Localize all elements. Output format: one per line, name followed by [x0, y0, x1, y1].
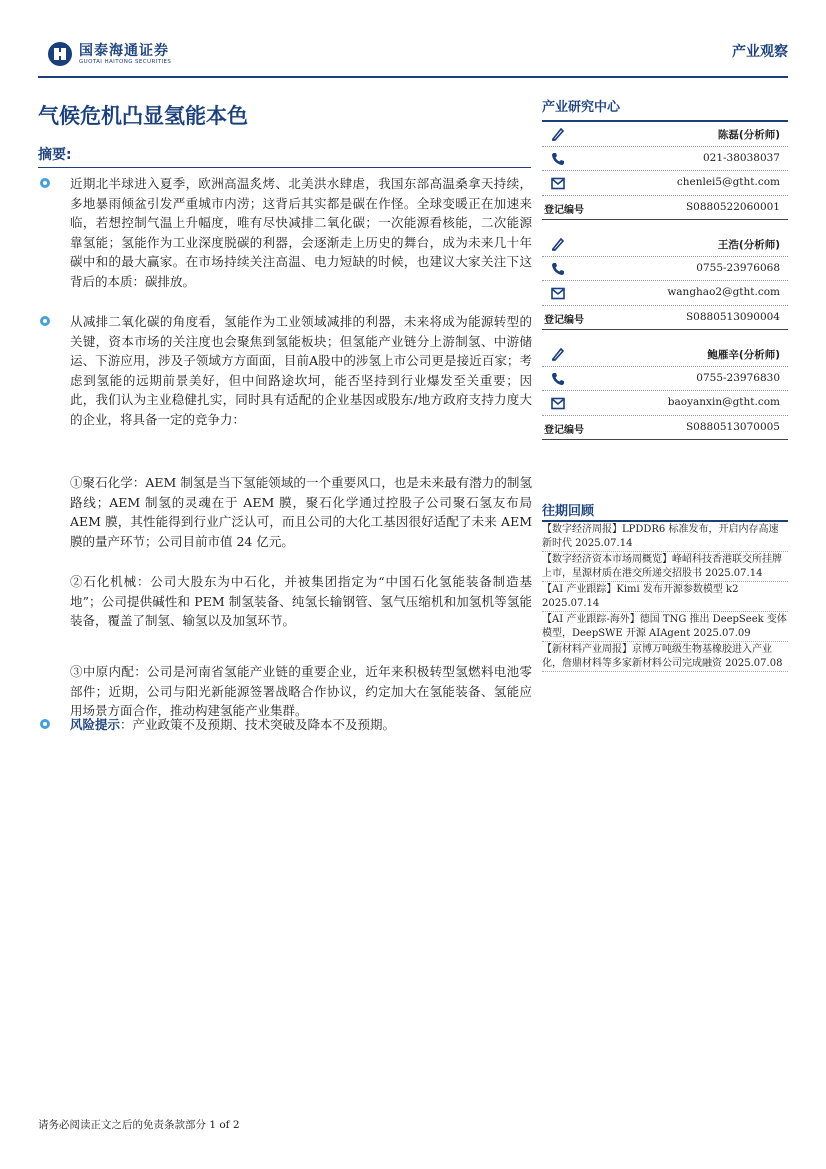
pen-icon: [550, 346, 566, 362]
page-footer: 请务必阅读正文之后的免责条款部分 1 of 2: [38, 1119, 240, 1131]
registration-number: S0880513090004: [685, 310, 780, 323]
past-reports-title: 往期回顾: [542, 500, 788, 522]
header-divider: [38, 76, 788, 78]
abstract-paragraph-1: 近期北半球进入夏季，欧洲高温炙烤、北美洪水肆虐，我国东部高温桑拿天持续，多地暴雨倾盆引发严重城市内涝；这背后其实都是碳在作怪。全球变暖正在加速来临，若想控制气温上升幅度，唯有尽快减排二氧化碳；一次能源看核能，二次能源靠氢能；氢能作为工业深度脱碳的利器，会逐渐走上历史的舞台，成为未来几十年碳中和的最大赢家。在市场持续关注高温、电力短缺的时候，也建议大家关注下这背后的本质：碳排放。: [70, 176, 532, 289]
past-report-link[interactable]: 【数字经济资本市场周概览】峰岹科技香港联交所挂牌上市，星源材质在港交所递交招股书 2025.07.14: [542, 552, 788, 582]
analyst-email: wanghao2@gtht.com: [667, 286, 780, 298]
company-paragraph-3: ③中原内配：公司是河南省氢能产业链的重要企业，近年来积极转型氢燃料电池零部件；近期，公司与阳光新能源签署战略合作协议，约定加大在氢能装备、氢能应用场景方面合作，推动构建氢能产业集群。: [70, 664, 532, 718]
past-report-link[interactable]: 【新材料产业周报】京博万吨级生物基橡胶进入产业化，詹鼎材料等多家新材料公司完成融资 2025.07.08: [542, 642, 788, 672]
logo-name-en: GUOTAI HAITONG SECURITIES: [79, 58, 172, 65]
page-header: [0, 0, 826, 78]
risk-text: ：产业政策不及预期、技术突破及降本不及预期。: [120, 717, 396, 732]
bullet-icon: [40, 719, 50, 729]
research-center-title: 产业研究中心: [542, 96, 788, 122]
abstract-label: 摘要:: [38, 147, 72, 163]
bullet-icon: [40, 316, 50, 326]
past-report-link[interactable]: 【AI 产业跟踪-海外】德国 TNG 推出 DeepSeek 变体模型，DeepSWE 开源 AIAgent 2025.07.09: [542, 612, 788, 642]
phone-icon: [550, 371, 566, 387]
email-icon: [550, 175, 566, 191]
analyst-card: [542, 232, 788, 330]
analyst-name: 鲍雁辛(分析师): [707, 349, 780, 361]
logo-name-cn: 国泰海通证券: [79, 42, 169, 59]
abstract-paragraph-2: 从减排二氧化碳的角度看，氢能作为工业领域减排的利器，未来将成为能源转型的关键，资本市场的关注度也会聚焦到氢能板块；但氢能产业链分上游制氢、中游储运、下游应用，涉及子领域方方面面，目前A股中的涉氢上市公司更是接近百家；考虑到氢能的远期前景美好，但中间路途坎坷，能否坚持到行业爆发至关重要；因此，我们认为主业稳健扎实，同时具有适配的企业基因或股东/地方政府支持力度大的企业，将具备一定的竞争力：: [70, 314, 532, 427]
analyst-card: [542, 342, 788, 440]
registration-label: 登记编号: [544, 314, 584, 326]
company-logo: [47, 41, 171, 67]
analyst-name: 王浩(分析师): [717, 239, 780, 251]
report-type: 产业观察: [732, 44, 788, 60]
logo-mark-icon: [47, 41, 73, 67]
risk-paragraph: [70, 715, 532, 735]
past-reports-list: [542, 522, 788, 672]
past-report-link[interactable]: 【数字经济周报】LPDDR6 标准发布，开启内存高速新时代 2025.07.14: [542, 522, 788, 552]
analyst-sidebar: [542, 96, 788, 440]
analyst-card: [542, 122, 788, 220]
analyst-phone: 021-38038037: [702, 151, 780, 164]
analyst-email: chenlei5@gtht.com: [676, 176, 780, 188]
company-paragraph-1: ①聚石化学：AEM 制氢是当下氢能领域的一个重要风口，也是未来最有潜力的制氢路线；AEM 制氢的灵魂在于 AEM 膜，聚石化学通过控股子公司聚石氢友布局 AEM 膜，其性能得到行业广泛认可，而且公司的大化工基因很好适配了未来 AEM 膜的量产环节；公司目前市值 24 亿元。: [70, 475, 532, 549]
analyst-phone: 0755-23976068: [696, 261, 780, 274]
pen-icon: [550, 126, 566, 142]
report-title: 气候危机凸显氢能本色: [38, 104, 248, 128]
past-report-link[interactable]: 【AI 产业跟踪】Kimi 发布开源参数模型 k2 2025.07.14: [542, 582, 788, 612]
company-paragraph-2: ②石化机械：公司大股东为中石化，并被集团指定为“中国石化氢能装备制造基地”；公司提供碱性和 PEM 制氢装备、纯氢长输钢管、氢气压缩机和加氢机等氢能装备，覆盖了制氢、输氢以及加氢环节。: [70, 574, 532, 628]
email-icon: [550, 395, 566, 411]
analyst-email: baoyanxin@gtht.com: [667, 396, 780, 408]
registration-label: 登记编号: [544, 204, 584, 216]
analyst-phone: 0755-23976830: [696, 371, 780, 384]
registration-label: 登记编号: [544, 424, 584, 436]
risk-label: 风险提示: [70, 717, 121, 732]
registration-number: S0880522060001: [685, 200, 780, 213]
registration-number: S0880513070005: [685, 420, 780, 433]
abstract-divider: [38, 167, 531, 168]
pen-icon: [550, 236, 566, 252]
email-icon: [550, 285, 566, 301]
phone-icon: [550, 151, 566, 167]
phone-icon: [550, 261, 566, 277]
bullet-icon: [40, 178, 50, 188]
analyst-name: 陈磊(分析师): [717, 129, 780, 141]
